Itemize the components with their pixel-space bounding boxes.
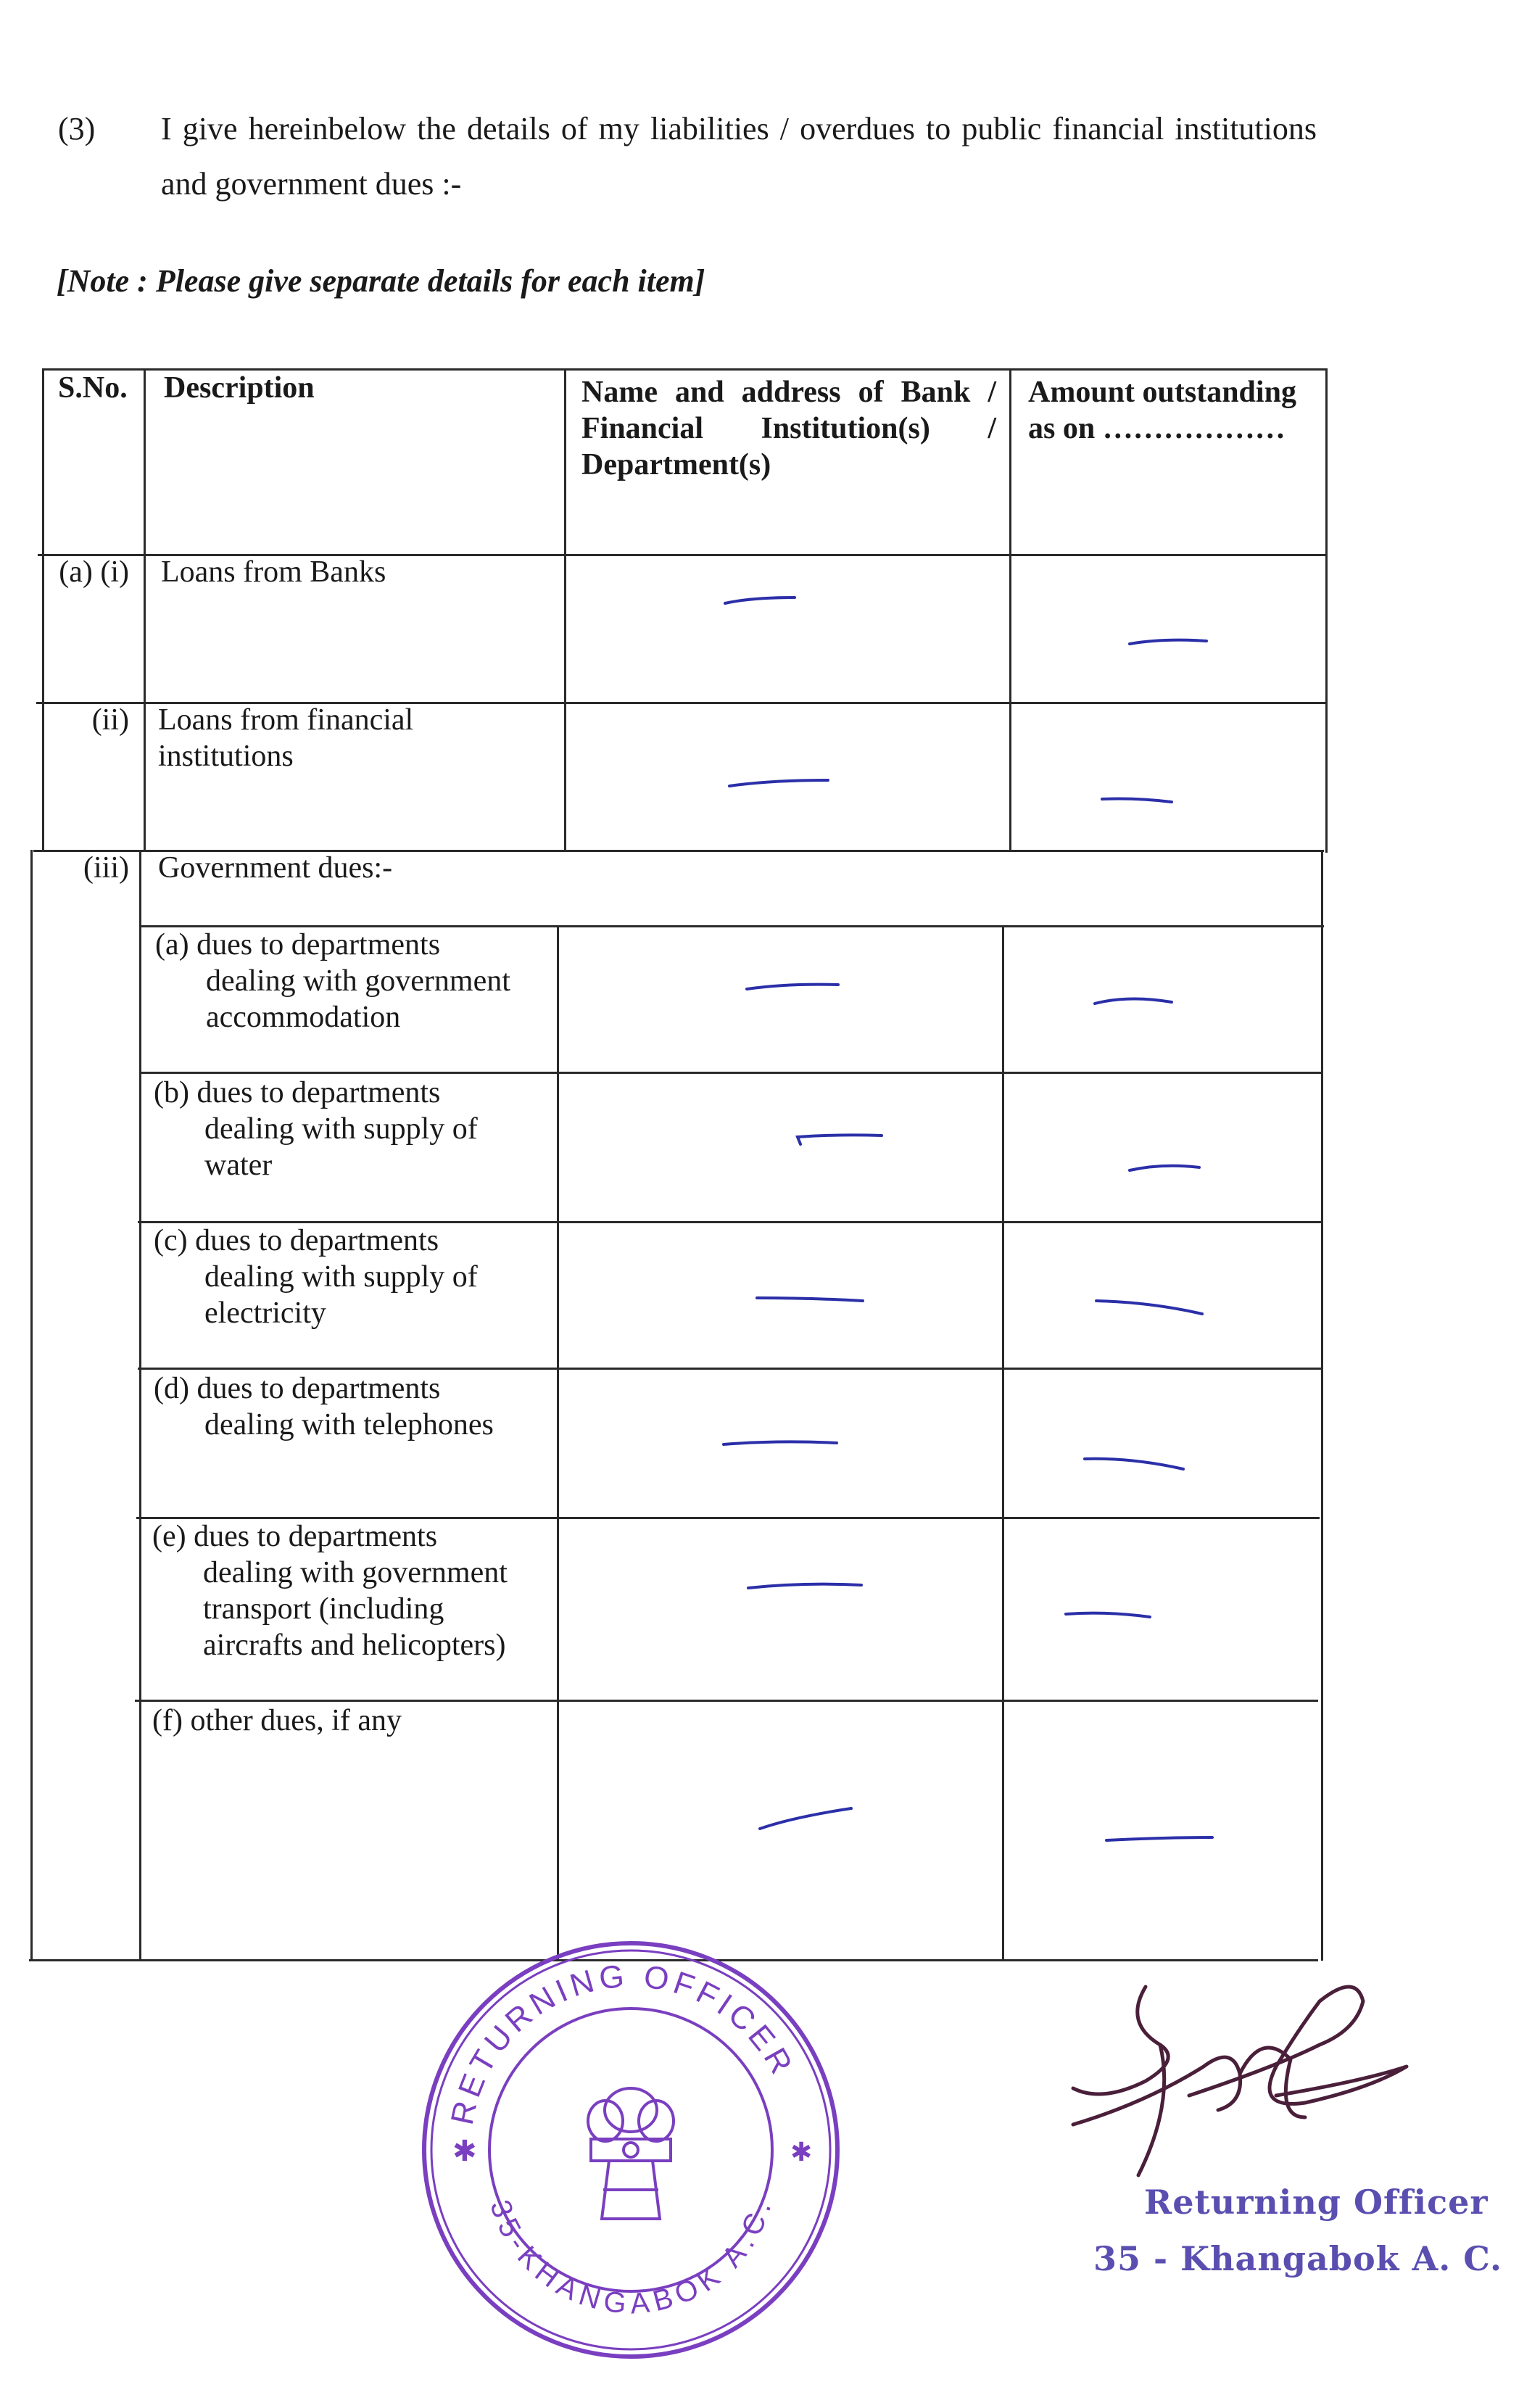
nil-dash-mark xyxy=(754,1289,870,1311)
header-amount: Amount outstanding as on ……………… xyxy=(1028,376,1296,445)
table-rule xyxy=(138,1368,1321,1370)
seal-top-text: RETURNING OFFICER xyxy=(444,1958,801,2128)
nil-dash-mark xyxy=(795,1125,889,1151)
subrow-description xyxy=(155,927,547,1035)
signature xyxy=(1059,1958,1421,2190)
nil-dash-mark xyxy=(721,1433,844,1455)
subrow-label: (b) xyxy=(154,1076,189,1109)
subrow-line: water xyxy=(204,1149,273,1182)
subrow-label: (e) xyxy=(152,1520,186,1553)
subrow-line: dues to departments xyxy=(196,928,441,961)
subrow-label: (a) xyxy=(155,928,189,961)
row-description: Loans from Banks xyxy=(161,555,386,589)
stamp-title: Returning Officer xyxy=(1144,2183,1489,2222)
table-rule xyxy=(42,368,44,850)
subrow-line: dealing with telephones xyxy=(204,1408,494,1441)
seal-star-icon: ✱ xyxy=(790,2137,813,2167)
national-emblem-icon xyxy=(588,2088,674,2219)
nil-dash-mark xyxy=(745,1575,869,1597)
item-number: (3) xyxy=(58,111,96,146)
nil-dash-mark xyxy=(1104,1829,1220,1850)
row-sno: (iii) xyxy=(83,851,129,885)
nil-dash-mark xyxy=(744,976,845,998)
nil-dash-mark xyxy=(1099,790,1179,812)
header-description: Description xyxy=(164,371,315,405)
returning-officer-seal xyxy=(406,1929,856,2378)
subrow-line: electricity xyxy=(204,1296,326,1330)
table-rule xyxy=(1325,368,1328,853)
intro-paragraph: I give hereinbelow the details of my liabilities / overdues to public financial institutions and government dues :- xyxy=(161,111,1317,202)
subrow-line: other dues, if any xyxy=(190,1704,402,1737)
nil-dash-mark xyxy=(1093,1292,1209,1321)
stamp-constituency: 35 - Khangabok A. C. xyxy=(1093,2239,1503,2278)
seal-star-icon: ✱ xyxy=(452,2135,477,2167)
table-rule xyxy=(1002,925,1004,1961)
subrow-line: dues to departments xyxy=(194,1520,438,1553)
nil-dash-mark xyxy=(1082,1450,1191,1476)
table-rule xyxy=(135,1700,1318,1702)
table-rule xyxy=(557,925,559,1961)
subrow-label: (f) xyxy=(152,1704,183,1737)
subrow-line: dues to departments xyxy=(196,1076,441,1109)
table-rule xyxy=(564,368,566,850)
subrow-line: transport (including xyxy=(203,1592,444,1626)
row-sno: (ii) xyxy=(91,703,129,737)
row-description: Government dues:- xyxy=(158,851,393,885)
subrow-line: dealing with supply of xyxy=(204,1112,478,1146)
nil-dash-mark xyxy=(726,773,835,795)
subrow-line: dealing with supply of xyxy=(204,1260,478,1294)
subrow-line: aircrafts and helicopters) xyxy=(203,1629,506,1662)
table-rule xyxy=(1009,368,1011,850)
nil-dash-mark xyxy=(1127,1157,1206,1179)
note-text: [Note : Please give separate details for each item] xyxy=(57,263,705,299)
table-rule xyxy=(30,850,33,1961)
row-description: Loans from financial institutions xyxy=(158,703,414,773)
table-rule xyxy=(139,850,141,1961)
subrow-line: accommodation xyxy=(206,1001,401,1034)
row-sno: (a) (i) xyxy=(59,555,129,589)
subrow-line: dealing with government xyxy=(203,1556,508,1589)
table-rule xyxy=(139,1072,1322,1074)
subrow-label: (d) xyxy=(154,1372,189,1405)
table-rule xyxy=(1321,850,1323,1961)
nil-dash-mark xyxy=(1092,990,1179,1012)
subrow-description xyxy=(154,1075,545,1183)
table-rule xyxy=(144,368,146,850)
header-bank: Name and address of Bank / Financial Institution(s) / Department(s) xyxy=(581,376,996,481)
svg-text:35-KHANGABOK A.C. xyxy=(484,2193,779,2320)
subrow-description xyxy=(152,1703,551,1739)
subrow-label: (c) xyxy=(154,1224,188,1257)
subrow-line: dues to departments xyxy=(195,1224,439,1257)
nil-dash-mark xyxy=(722,589,802,611)
subrow-line: dues to departments xyxy=(196,1372,441,1405)
subrow-description xyxy=(154,1370,545,1443)
seal-bottom-text: 35-KHANGABOK A.C. xyxy=(484,2193,779,2320)
header-sno: S.No. xyxy=(58,371,128,405)
subrow-description xyxy=(154,1223,545,1331)
nil-dash-mark xyxy=(1127,632,1214,654)
nil-dash-mark xyxy=(757,1803,858,1834)
subrow-description xyxy=(152,1518,551,1663)
nil-dash-mark xyxy=(1063,1604,1157,1626)
subrow-line: dealing with government xyxy=(206,964,510,998)
